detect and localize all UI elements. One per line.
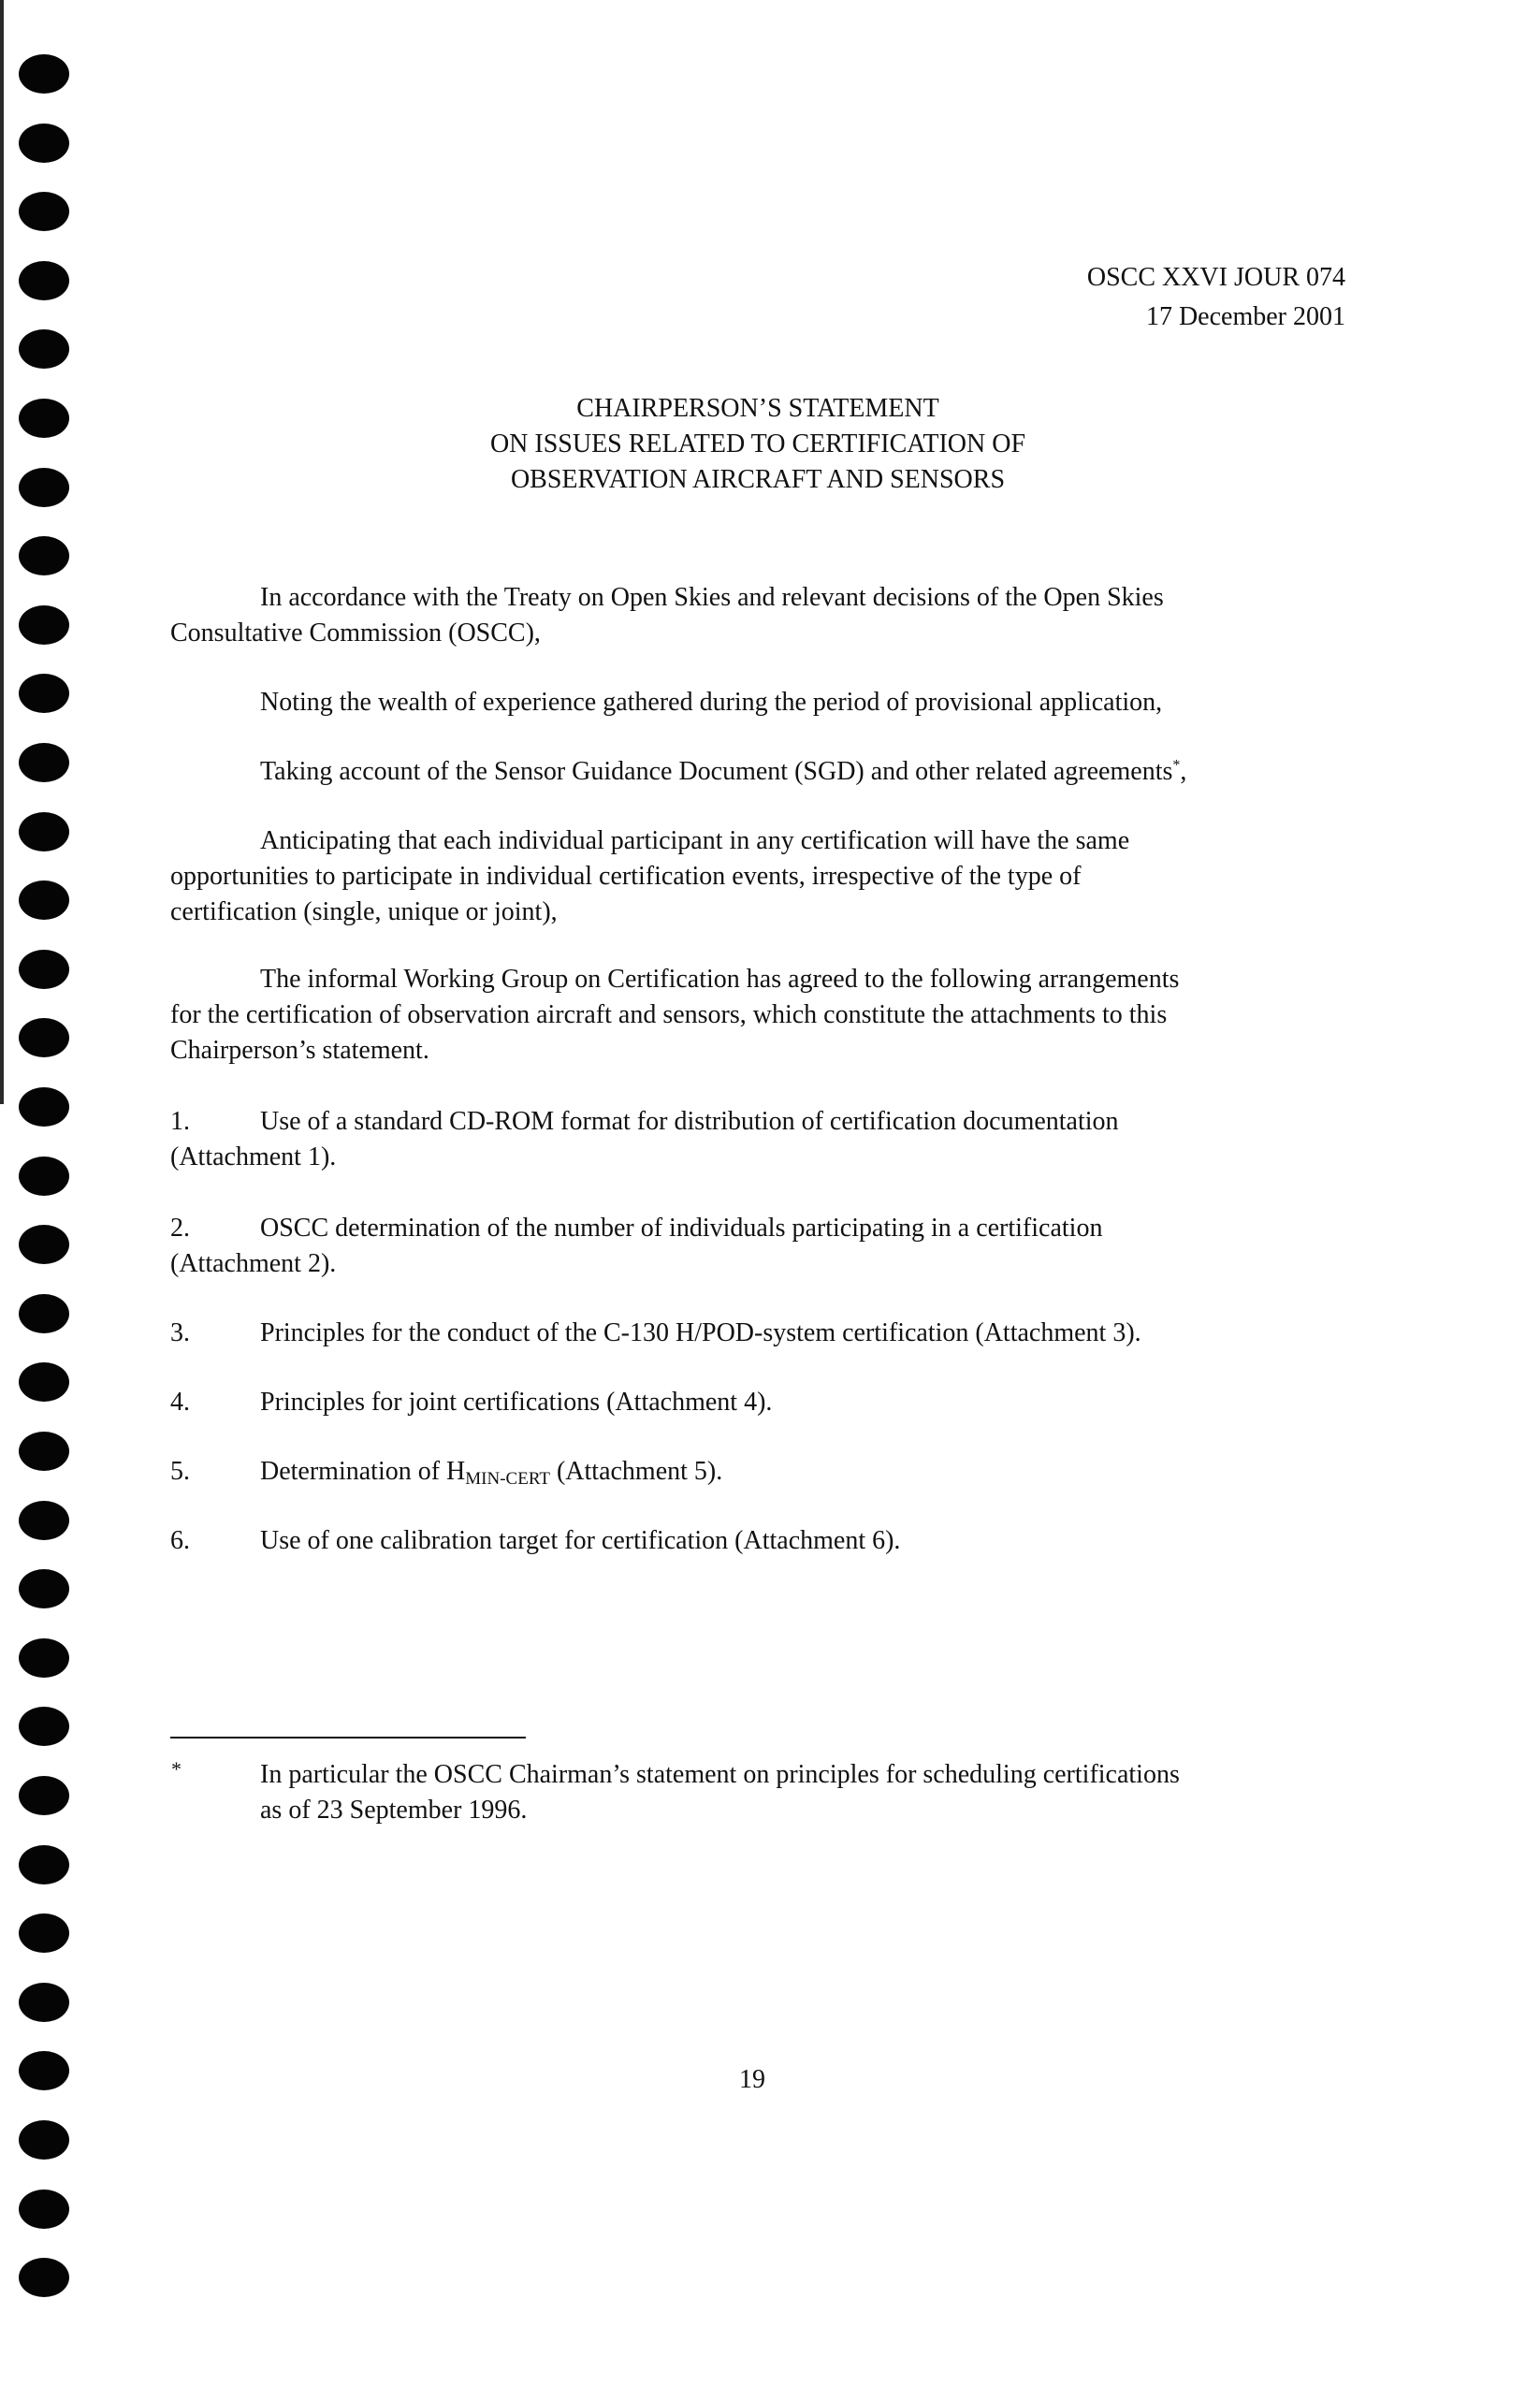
punch-hole bbox=[19, 743, 69, 782]
punch-hole bbox=[19, 399, 69, 438]
punch-hole bbox=[19, 124, 69, 163]
list-item-text: Use of a standard CD-ROM format for distribution of certification documentation bbox=[260, 1107, 1119, 1136]
paragraph-text: , bbox=[1180, 757, 1187, 786]
punch-hole bbox=[19, 1294, 69, 1333]
punch-hole bbox=[19, 1157, 69, 1196]
list-item-text: OSCC determination of the number of individuals participating in a certification bbox=[260, 1214, 1103, 1243]
list-item-number: 3. bbox=[170, 1318, 190, 1347]
preamble-paragraph-4 bbox=[170, 823, 1340, 930]
footnote bbox=[260, 1757, 1383, 1828]
punch-hole bbox=[19, 1983, 69, 2022]
punch-hole bbox=[19, 880, 69, 920]
paragraph-line: Consultative Commission (OSCC), bbox=[170, 618, 541, 647]
punch-hole bbox=[19, 1362, 69, 1402]
punch-hole bbox=[19, 674, 69, 713]
list-item-text: Use of one calibration target for certification (Attachment 6). bbox=[260, 1526, 901, 1555]
binder-edge bbox=[0, 0, 4, 1104]
punch-hole bbox=[19, 1501, 69, 1540]
punch-hole bbox=[19, 54, 69, 94]
footnote-reference: * bbox=[1172, 757, 1181, 774]
statement-title bbox=[374, 391, 1141, 498]
punch-hole bbox=[19, 536, 69, 575]
paragraph-line: Noting the wealth of experience gathered during the period of provisional application, bbox=[260, 688, 1163, 717]
doc-date: 17 December 2001 bbox=[1145, 302, 1345, 331]
preamble-paragraph-3 bbox=[170, 754, 1340, 790]
list-item-continuation: (Attachment 1). bbox=[170, 1142, 337, 1171]
paragraph-line: Anticipating that each individual participant in any certification will have the same bbox=[260, 826, 1130, 855]
punch-hole bbox=[19, 1707, 69, 1746]
punch-hole bbox=[19, 2051, 69, 2090]
punch-hole bbox=[19, 1225, 69, 1264]
punch-hole bbox=[19, 812, 69, 851]
paragraph-text: Taking account of the Sensor Guidance Document (SGD) and other related agreements bbox=[260, 757, 1173, 786]
punch-hole bbox=[19, 468, 69, 507]
punch-hole bbox=[19, 950, 69, 989]
list-item-number: 1. bbox=[170, 1107, 190, 1136]
paragraph-line: The informal Working Group on Certification has agreed to the following arrangements bbox=[260, 965, 1180, 994]
punch-hole bbox=[19, 1776, 69, 1815]
preamble-paragraph-5 bbox=[170, 962, 1340, 1069]
list-item-text: Principles for joint certifications (Attachment 4). bbox=[260, 1388, 773, 1417]
page-number: 19 bbox=[739, 2065, 765, 2094]
list-item-number: 6. bbox=[170, 1526, 190, 1555]
punch-hole bbox=[19, 1913, 69, 1953]
paragraph-line: for the certification of observation aircraft and sensors, which constitute the attachments to this bbox=[170, 1000, 1168, 1029]
punch-holes bbox=[19, 54, 75, 2337]
punch-hole bbox=[19, 1845, 69, 1884]
list-item-number: 2. bbox=[170, 1214, 190, 1243]
punch-hole bbox=[19, 1087, 69, 1127]
list-item-number: 4. bbox=[170, 1388, 190, 1417]
paragraph-line: certification (single, unique or joint), bbox=[170, 897, 558, 926]
punch-hole bbox=[19, 1018, 69, 1057]
doc-reference: OSCC XXVI JOUR 074 bbox=[1086, 263, 1345, 292]
list-item-number: 5. bbox=[170, 1457, 190, 1486]
list-item-text: Principles for the conduct of the C-130 H/POD-system certification (Attachment 3). bbox=[260, 1318, 1141, 1347]
paragraph-line: opportunities to participate in individual certification events, irrespective of the type of bbox=[170, 862, 1082, 891]
punch-hole bbox=[19, 1432, 69, 1471]
punch-hole bbox=[19, 2258, 69, 2297]
item-text-part: (Attachment 5). bbox=[549, 1457, 723, 1486]
footnote-line: as of 23 September 1996. bbox=[260, 1796, 528, 1825]
footnote-line: In particular the OSCC Chairman’s statement on principles for scheduling certifications bbox=[260, 1760, 1180, 1789]
punch-hole bbox=[19, 1569, 69, 1608]
subscript-text: MIN-CERT bbox=[465, 1469, 550, 1489]
punch-hole bbox=[19, 2190, 69, 2229]
title-line: OBSERVATION AIRCRAFT AND SENSORS bbox=[510, 465, 1006, 494]
title-line: CHAIRPERSON’S STATEMENT bbox=[576, 394, 939, 423]
paragraph-line: In accordance with the Treaty on Open Skies and relevant decisions of the Open Skies bbox=[260, 583, 1164, 612]
preamble-paragraph-1 bbox=[170, 580, 1340, 651]
preamble-paragraph-2 bbox=[170, 685, 1340, 720]
punch-hole bbox=[19, 1638, 69, 1678]
list-item-continuation: (Attachment 2). bbox=[170, 1249, 337, 1278]
punch-hole bbox=[19, 2120, 69, 2160]
paragraph-line bbox=[170, 754, 1340, 790]
footnote-divider bbox=[170, 1737, 526, 1739]
punch-hole bbox=[19, 192, 69, 231]
punch-hole bbox=[19, 329, 69, 369]
list-item-text bbox=[260, 1454, 722, 1492]
paragraph-line: Chairperson’s statement. bbox=[170, 1036, 429, 1065]
punch-hole bbox=[19, 261, 69, 300]
footnote-mark: * bbox=[171, 1757, 182, 1781]
item-text-part: Determination of H bbox=[260, 1457, 466, 1486]
punch-hole bbox=[19, 605, 69, 645]
title-line: ON ISSUES RELATED TO CERTIFICATION OF bbox=[489, 429, 1026, 458]
